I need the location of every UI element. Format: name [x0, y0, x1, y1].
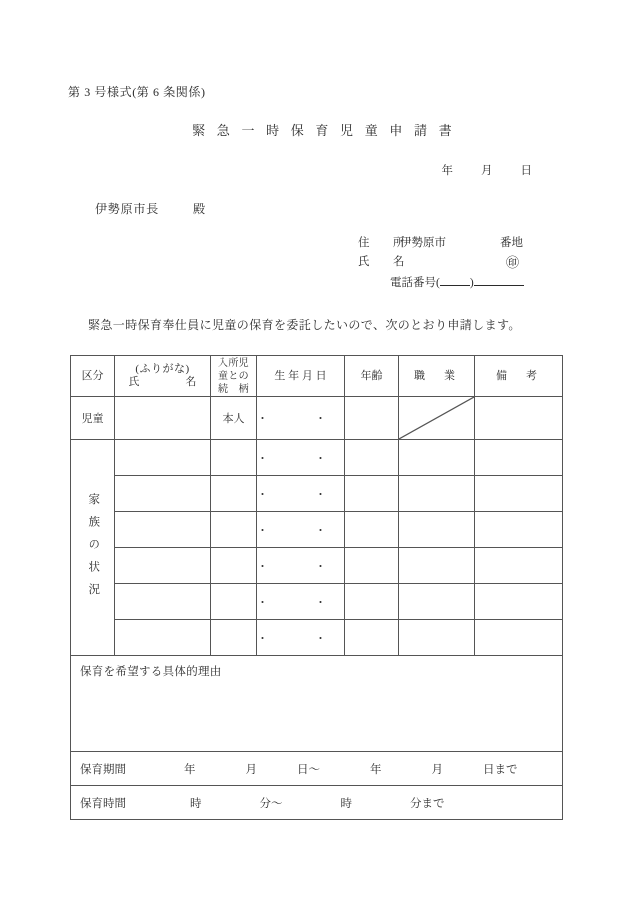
family-name-cell[interactable]	[115, 620, 211, 656]
family-occupation-cell[interactable]	[399, 620, 475, 656]
family-relation-cell[interactable]	[211, 440, 257, 476]
date-month-label: 月	[481, 165, 493, 177]
family-birthdate-cell[interactable]: ・ ・	[257, 512, 345, 548]
family-relation-cell[interactable]	[211, 548, 257, 584]
period-row	[71, 752, 563, 786]
applicant-name-row	[358, 253, 520, 272]
family-relation-cell[interactable]	[211, 476, 257, 512]
date-year-label: 年	[441, 165, 453, 177]
family-birthdate-cell[interactable]: ・ ・	[257, 620, 345, 656]
family-relation-cell[interactable]	[211, 620, 257, 656]
child-kubun: 児童	[71, 397, 115, 440]
family-section-label	[71, 440, 115, 656]
date-entry-line	[442, 162, 533, 178]
family-name-cell[interactable]	[115, 476, 211, 512]
address-city: 伊勢原市	[400, 237, 446, 249]
table-row-family	[71, 548, 563, 584]
period-from-year: 年	[184, 763, 196, 776]
table-header-row	[71, 356, 563, 397]
period-label: 保育期間	[80, 763, 126, 776]
tel-paren-close: )	[469, 277, 474, 289]
address-label: 住 所	[358, 237, 411, 249]
header-furigana: (ふりがな)	[135, 363, 190, 375]
header-relation	[211, 356, 257, 397]
hours-label: 保育時間	[80, 797, 126, 810]
table-row-hours	[71, 786, 563, 820]
child-age-cell[interactable]	[345, 397, 399, 440]
diagonal-strike-icon	[399, 397, 474, 439]
intro-text: 緊急一時保育奉仕員に児童の保育を委託したいので、次のとおり申請します。	[88, 318, 521, 332]
family-relation-cell[interactable]	[211, 512, 257, 548]
family-age-cell[interactable]	[345, 476, 399, 512]
child-name-cell[interactable]	[115, 397, 211, 440]
addressee-name: 伊勢原市長	[95, 202, 160, 216]
family-occupation-cell[interactable]	[399, 512, 475, 548]
header-birthdate: 生 年 月 日	[257, 356, 345, 397]
child-birthdate-cell[interactable]: ・ ・	[257, 397, 345, 440]
family-age-cell[interactable]	[345, 512, 399, 548]
applicant-address-row	[358, 234, 523, 253]
header-relation-line1: 入所児	[218, 357, 249, 369]
table-row-family	[71, 584, 563, 620]
family-note-cell[interactable]	[475, 440, 563, 476]
family-note-cell[interactable]	[475, 476, 563, 512]
family-name-cell[interactable]	[115, 548, 211, 584]
seal-icon: ㊞	[506, 255, 520, 270]
child-relation-cell: 本人	[211, 397, 257, 440]
child-note-cell[interactable]	[475, 397, 563, 440]
family-note-cell[interactable]	[475, 548, 563, 584]
hours-to-min: 分まで	[410, 797, 445, 810]
addressee-honorific: 殿	[193, 202, 206, 216]
header-occupation: 職 業	[399, 356, 475, 397]
family-birthdate-cell[interactable]: ・ ・	[257, 584, 345, 620]
table-row-family	[71, 620, 563, 656]
period-to-day: 日まで	[483, 763, 518, 776]
header-relation-line2: 童との	[218, 370, 249, 382]
form-number: 第 3 号様式(第 6 条関係)	[68, 85, 206, 99]
family-name-cell[interactable]	[115, 512, 211, 548]
page-title: 緊 急 一 時 保 育 児 童 申 請 書	[192, 123, 456, 138]
reason-label[interactable]: 保育を希望する具体的理由	[71, 656, 563, 752]
period-to-month: 月	[431, 763, 443, 776]
tel-number-blank	[474, 285, 524, 286]
period-from-month: 月	[245, 763, 257, 776]
hours-row	[71, 786, 563, 820]
date-day-label: 日	[520, 165, 532, 177]
header-note: 備 考	[475, 356, 563, 397]
hours-from-min: 分～	[259, 797, 283, 810]
period-to-year: 年	[370, 763, 382, 776]
name-label: 氏 名	[358, 256, 411, 268]
applicant-tel-row	[390, 274, 524, 293]
family-relation-cell[interactable]	[211, 584, 257, 620]
family-occupation-cell[interactable]	[399, 476, 475, 512]
application-table	[70, 355, 563, 820]
family-birthdate-cell[interactable]: ・ ・	[257, 476, 345, 512]
family-age-cell[interactable]	[345, 440, 399, 476]
family-age-cell[interactable]	[345, 548, 399, 584]
child-occupation-cell-struck	[399, 397, 475, 440]
tel-area-code-blank	[440, 285, 470, 286]
family-occupation-cell[interactable]	[399, 584, 475, 620]
table-row-child	[71, 397, 563, 440]
table-row-family	[71, 476, 563, 512]
address-banchi-label: 番地	[500, 237, 523, 249]
family-note-cell[interactable]	[475, 620, 563, 656]
header-kubun: 区分	[71, 356, 115, 397]
hours-to-hour: 時	[340, 797, 352, 810]
family-birthdate-cell[interactable]: ・ ・	[257, 440, 345, 476]
header-relation-line3: 続 柄	[218, 383, 249, 395]
family-birthdate-cell[interactable]: ・ ・	[257, 548, 345, 584]
applicant-block	[358, 234, 523, 289]
family-note-cell[interactable]	[475, 512, 563, 548]
family-age-cell[interactable]	[345, 620, 399, 656]
family-note-cell[interactable]	[475, 584, 563, 620]
family-name-cell[interactable]	[115, 440, 211, 476]
tel-paren-open: (	[436, 277, 440, 289]
family-occupation-cell[interactable]	[399, 548, 475, 584]
family-age-cell[interactable]	[345, 584, 399, 620]
addressee	[95, 200, 206, 217]
table-row-family	[71, 512, 563, 548]
header-name-label: 氏 名	[128, 376, 205, 388]
tel-label: 電話番号	[390, 277, 436, 289]
table-row-family	[71, 440, 563, 476]
period-from-day: 日～	[297, 763, 320, 776]
header-name	[115, 356, 211, 397]
family-section-label-text: 家族の状況	[87, 492, 100, 606]
family-occupation-cell[interactable]	[399, 440, 475, 476]
hours-from-hour: 時	[190, 797, 202, 810]
table-row-reason	[71, 656, 563, 752]
header-age: 年齢	[345, 356, 399, 397]
family-name-cell[interactable]	[115, 584, 211, 620]
table-row-period	[71, 752, 563, 786]
